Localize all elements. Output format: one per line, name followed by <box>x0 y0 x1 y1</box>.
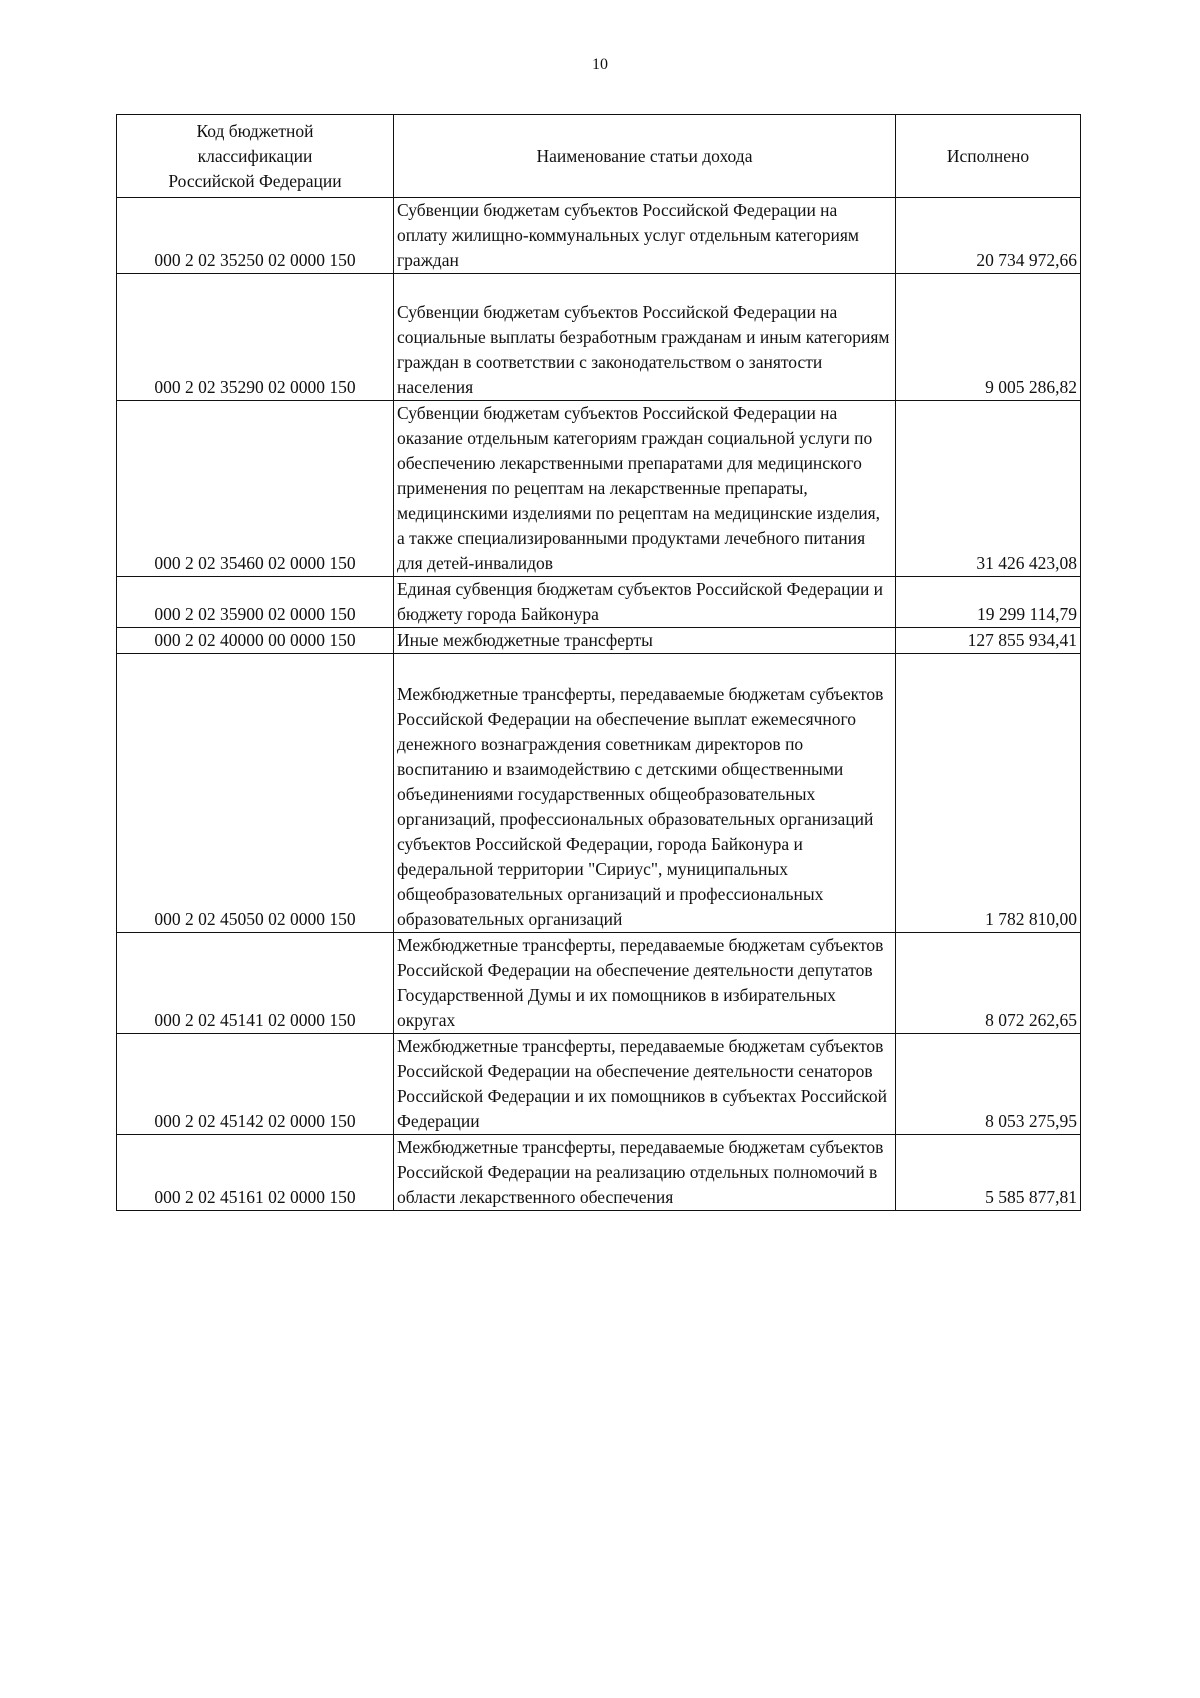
row-name-text: Субвенции бюджетам субъектов Российской Федерации на оплату жилищно-коммунальных услуг отдельным категориям граждан <box>397 200 859 270</box>
table-row <box>117 1034 1081 1135</box>
row-amount: 8 072 262,65 <box>896 933 1081 1034</box>
row-name <box>394 401 896 577</box>
row-name-text: Межбюджетные трансферты, передаваемые бюджетам субъектов Российской Федерации на обеспечение деятельности сенаторов Российской Федерации и их помощников в субъектах Российской Федерации <box>397 1036 887 1131</box>
row-code: 000 2 02 40000 00 0000 150 <box>117 628 394 654</box>
row-name <box>394 628 896 654</box>
table-row <box>117 628 1081 654</box>
row-name-text: Субвенции бюджетам субъектов Российской Федерации на оказание отдельным категориям граждан социальной услуги по обеспечению лекарственными препаратами для медицинского применения по рецептам на лекарственные препараты, медицинскими изделиями по рецептам на медицинские изделия, а также специализированными продуктами лечебного питания для детей-инвалидов <box>397 403 881 573</box>
row-amount: 8 053 275,95 <box>896 1034 1081 1135</box>
row-code: 000 2 02 35250 02 0000 150 <box>117 198 394 274</box>
table-row <box>117 654 1081 933</box>
table-row <box>117 1135 1081 1211</box>
row-code: 000 2 02 35460 02 0000 150 <box>117 401 394 577</box>
row-name <box>394 198 896 274</box>
row-code: 000 2 02 45141 02 0000 150 <box>117 933 394 1034</box>
table-row <box>117 577 1081 628</box>
row-name <box>394 1135 896 1211</box>
table-row <box>117 198 1081 274</box>
row-name-text: Иные межбюджетные трансферты <box>397 630 653 650</box>
row-name-text: Межбюджетные трансферты, передаваемые бюджетам субъектов Российской Федерации на обеспечение выплат ежемесячного денежного вознаграждения советникам директоров по воспитанию и взаимодействию с детскими общественными объединениями государственных общеобразовательных организаций, профессиональных образовательных организаций субъектов Российской Федерации, города Байконура и федеральной территории "Сириус", муниципальных общеобразовательных организаций и профессиональных образовательных организаций <box>397 684 884 929</box>
row-code: 000 2 02 45050 02 0000 150 <box>117 654 394 933</box>
table-header-row <box>117 115 1081 198</box>
row-code: 000 2 02 45142 02 0000 150 <box>117 1034 394 1135</box>
row-amount: 31 426 423,08 <box>896 401 1081 577</box>
budget-revenue-table <box>116 114 1081 1211</box>
header-amount: Исполнено <box>896 115 1081 198</box>
row-name-text: Межбюджетные трансферты, передаваемые бюджетам субъектов Российской Федерации на обеспечение деятельности депутатов Государственной Думы и их помощников в избирательных округах <box>397 935 884 1030</box>
row-code: 000 2 02 35290 02 0000 150 <box>117 274 394 401</box>
row-amount: 19 299 114,79 <box>896 577 1081 628</box>
table-row <box>117 401 1081 577</box>
row-name <box>394 933 896 1034</box>
header-code: Код бюджетной классификации Российской Федерации <box>117 115 394 198</box>
row-name <box>394 577 896 628</box>
row-name-text: Единая субвенция бюджетам субъектов Российской Федерации и бюджету города Байконура <box>397 579 884 624</box>
row-name <box>394 1034 896 1135</box>
row-code: 000 2 02 45161 02 0000 150 <box>117 1135 394 1211</box>
page-number: 10 <box>592 56 608 73</box>
row-name <box>394 274 896 401</box>
row-amount: 9 005 286,82 <box>896 274 1081 401</box>
row-amount: 5 585 877,81 <box>896 1135 1081 1211</box>
row-amount: 1 782 810,00 <box>896 654 1081 933</box>
row-name <box>394 654 896 933</box>
table-row <box>117 933 1081 1034</box>
row-amount: 20 734 972,66 <box>896 198 1081 274</box>
header-name: Наименование статьи дохода <box>394 115 896 198</box>
table-row <box>117 274 1081 401</box>
row-name-text: Межбюджетные трансферты, передаваемые бюджетам субъектов Российской Федерации на реализацию отдельных полномочий в области лекарственного обеспечения <box>397 1137 884 1207</box>
row-code: 000 2 02 35900 02 0000 150 <box>117 577 394 628</box>
row-amount: 127 855 934,41 <box>896 628 1081 654</box>
row-name-text: Субвенции бюджетам субъектов Российской Федерации на социальные выплаты безработным гражданам и иным категориям граждан в соответствии с законодательством о занятости населения <box>397 302 890 397</box>
